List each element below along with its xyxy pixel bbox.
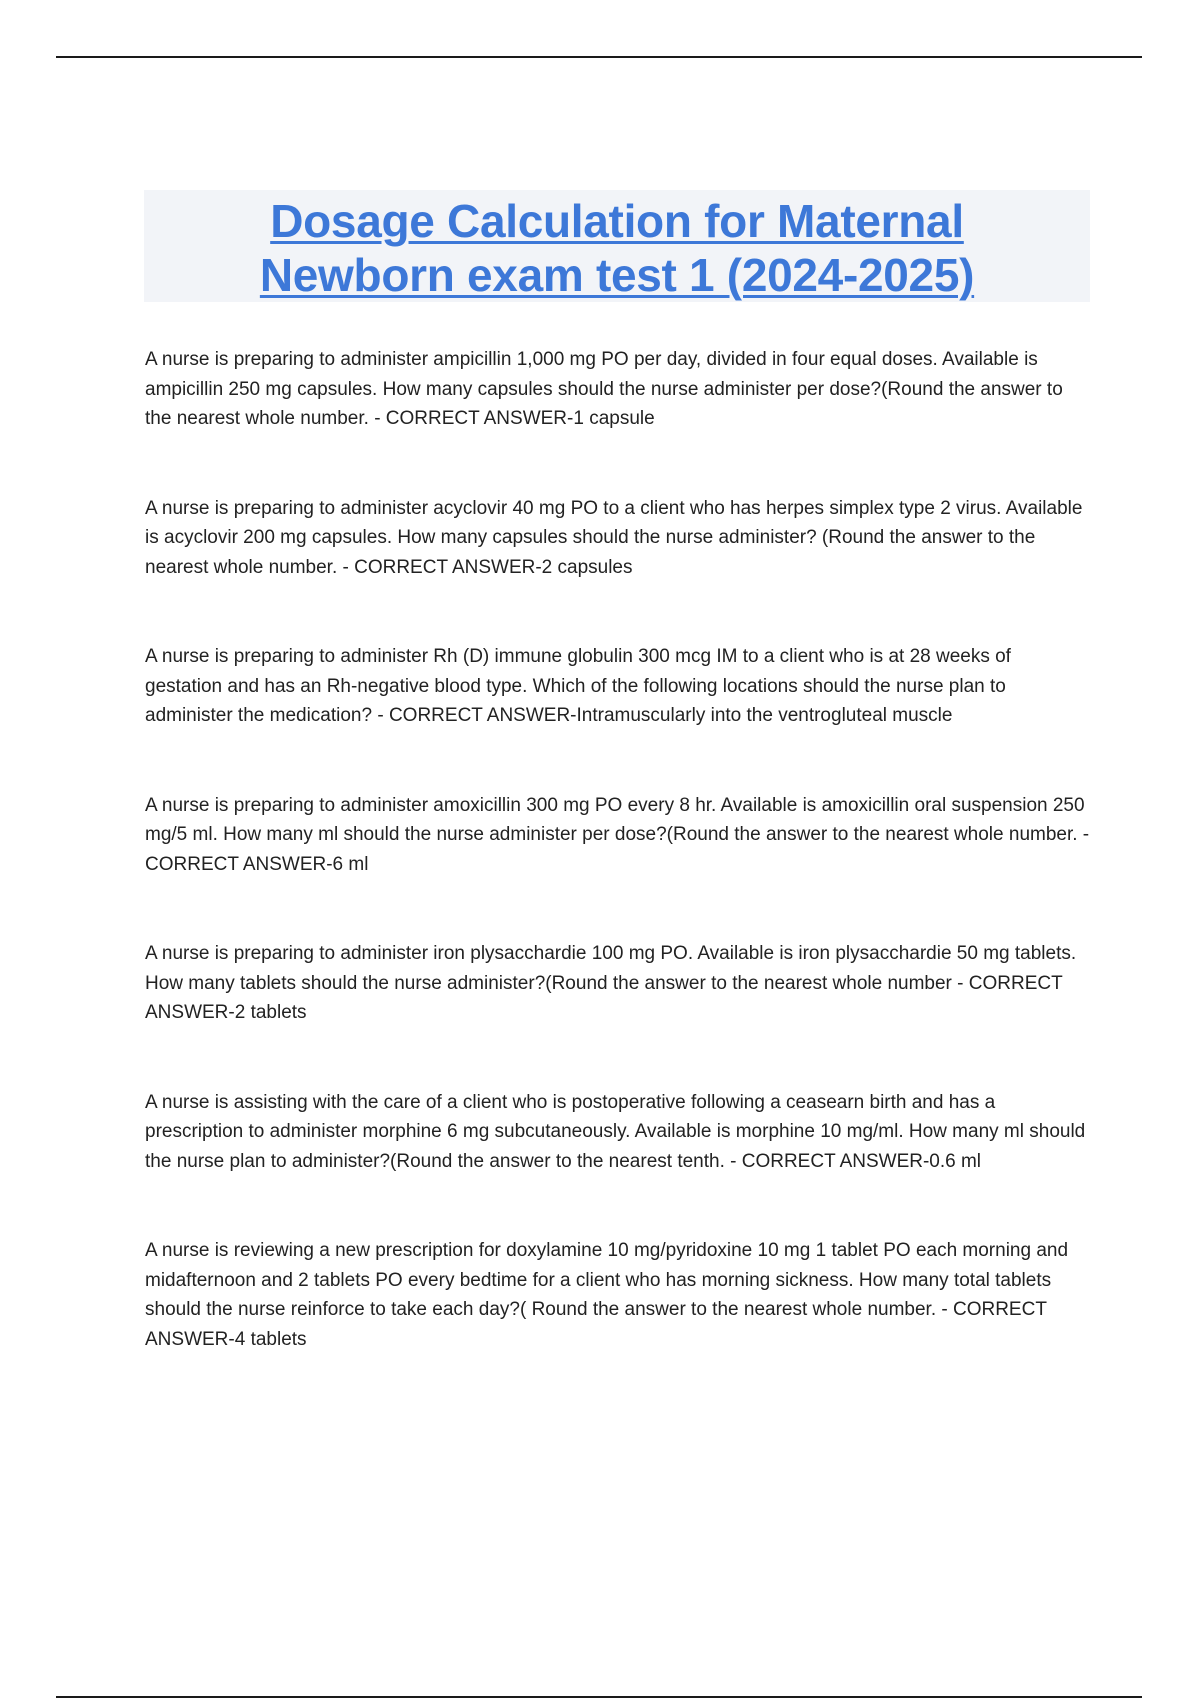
title-band (144, 190, 1090, 302)
question-item: A nurse is preparing to administer Rh (D) immune globulin 300 mcg IM to a client who is at 28 weeks of gestation and has an Rh-negative blood type. Which of the following locations should the nurse plan to administer the medication? - CORRECT ANSWER-Intramuscularly into the ventrogluteal muscle (145, 646, 1011, 726)
question-item: A nurse is preparing to administer acyclovir 40 mg PO to a client who has herpes simplex type 2 virus. Available is acyclovir 200 mg capsules. How many capsules should the nurse administer? (Round the answer to the nearest whole number. - CORRECT ANSWER-2 capsules (145, 497, 1083, 578)
title-line-1: Dosage Calculation for Maternal (270, 195, 964, 247)
question-item: A nurse is preparing to administer amoxicillin 300 mg PO every 8 hr. Available is amoxicillin oral suspension 250 mg/5 ml. How many ml should the nurse administer per dose?(Round the answer to the nearest whole number. - CORRECT ANSWER-6 ml (145, 794, 1090, 875)
title-line-2: Newborn exam test 1 (2024-2025) (259, 249, 975, 301)
question-item: A nurse is reviewing a new prescription for doxylamine 10 mg/pyridoxine 10 mg 1 tablet PO each morning and midafternoon and 2 tablets PO every bedtime for a client who has morning sickness. How many total tablets should the nurse reinforce to take each day?( Round the answer to the nearest whole number. - CORRECT ANSWER-4 tablets (145, 1240, 1069, 1350)
question-item: A nurse is assisting with the care of a client who is postoperative following a ceasearn birth and has a prescription to administer morphine 6 mg subcutaneously. Available is morphine 10 mg/ml. How many ml should the nurse plan to administer?(Round the answer to the nearest tenth. - CORRECT ANSWER-0.6 ml (145, 1091, 1086, 1172)
question-item: A nurse is preparing to administer iron plysacchardie 100 mg PO. Available is iron plysacchardie 50 mg tablets. How many tablets should the nurse administer?(Round the answer to the nearest whole number - CORRECT ANSWER-2 tablets (145, 943, 1077, 1023)
bottom-rule (56, 1696, 1142, 1698)
top-rule (56, 56, 1142, 58)
question-item: A nurse is preparing to administer ampicillin 1,000 mg PO per day, divided in four equal doses. Available is ampicillin 250 mg capsules. How many capsules should the nurse administer per dose?(Round the answer to the nearest whole number. - CORRECT ANSWER-1 capsule (145, 349, 1063, 429)
question-list (145, 345, 1090, 1354)
document-title (144, 194, 1090, 302)
